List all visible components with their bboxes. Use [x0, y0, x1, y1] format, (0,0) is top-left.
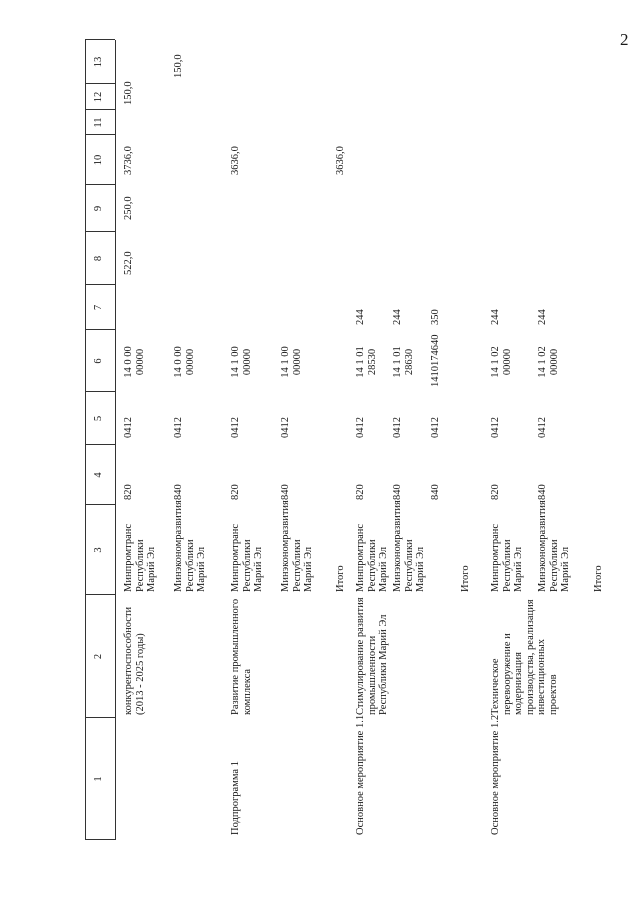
header-col-6: 6	[93, 358, 104, 364]
subprogram-name: Развитие промышленного комплекса	[230, 598, 253, 715]
measure-1-1-row-1-c5: 0412	[355, 417, 366, 438]
measure-1-1-itogo: Итого	[460, 565, 471, 592]
measure-1-1-row-2-c4: 840	[392, 484, 403, 500]
intro-row-1-c6: 14 0 00 00000	[123, 346, 146, 378]
subprogram-row-1-c10: 3636,0	[230, 146, 241, 175]
measure-1-1-row-3-c6: 1410174640	[430, 334, 441, 387]
header-col-4: 4	[93, 472, 104, 478]
intro-row-1-responsible: Минпромтранс Республики Марий Эл	[123, 523, 157, 592]
intro-row-1-c9: 250,0	[123, 196, 134, 220]
intro-row-2-c6: 14 0 00 00000	[173, 346, 196, 378]
table-top-border	[85, 40, 86, 840]
intro-row-1-c12: 150,0	[123, 81, 134, 105]
subprogram-row-1-c5: 0412	[230, 417, 241, 438]
measure-1-2-row-1-c5: 0412	[490, 417, 501, 438]
measure-1-1-name: Стимулирование развития промышленности Республики Марий Эл	[355, 597, 389, 715]
measure-1-1-row-2-c7: 244	[392, 309, 403, 325]
intro-row-2-responsible: Минэкономразвития Республики Марий Эл	[173, 500, 207, 592]
intro-row-1-c10: 3736,0	[123, 146, 134, 175]
measure-1-2-name: Техническое перевооружение и модернизация производства, реализация инвестиционных проектов	[490, 599, 559, 715]
header-col-1: 1	[93, 776, 104, 782]
measure-1-2-row-2-c6: 14 1 02 00000	[537, 346, 560, 378]
measure-1-2-row-1-c6: 14 1 02 00000	[490, 346, 513, 378]
measure-1-2-row-2-c4: 840	[537, 484, 548, 500]
header-bottom-border	[115, 40, 116, 840]
header-col-10: 10	[93, 154, 104, 166]
measure-1-1-row-2-c5: 0412	[392, 417, 403, 438]
measure-1-1-row-3-c7: 350	[430, 309, 441, 325]
subprogram-row-1-responsible: Минпромтранс Республики Марий Эл	[230, 523, 264, 592]
header-col-13: 13	[93, 56, 104, 68]
measure-1-1-row-2-responsible: Минэкономразвития Республики Марий Эл	[392, 500, 426, 592]
subprogram-row-2-c6: 14 1 00 00000	[280, 346, 303, 378]
measure-1-1-row-3-c4: 840	[430, 484, 441, 500]
measure-1-2-label: Основное мероприятие 1.2	[490, 714, 501, 835]
subprogram-row-1-c4: 820	[230, 484, 241, 500]
intro-row-2-c13: 150,0	[173, 54, 184, 78]
intro-row-1-c5: 0412	[123, 417, 134, 438]
page-number: 2	[620, 30, 629, 49]
measure-1-1-row-2-c6: 14 1 01 28630	[392, 346, 415, 378]
measure-1-1-row-1-c4: 820	[355, 484, 366, 500]
measure-1-2-row-2-c7: 244	[537, 309, 548, 325]
subprogram-row-2-c4: 840	[280, 484, 291, 500]
measure-1-2-row-1-c4: 820	[490, 484, 501, 500]
subprogram-itogo: Итого	[335, 565, 346, 592]
measure-1-2-row-2-responsible: Минэкономразвития Республики Марий Эл	[537, 500, 571, 592]
measure-1-1-row-1-responsible: Минпромтранс Республики Марий Эл	[355, 523, 389, 592]
subprogram-row-2-c5: 0412	[280, 417, 291, 438]
header-col-11: 11	[93, 117, 104, 128]
measure-1-1-row-1-c6: 14 1 01 28530	[355, 346, 378, 378]
intro-row-1-c4: 820	[123, 484, 134, 500]
header-col-5: 5	[93, 415, 104, 422]
header-col-12: 12	[93, 91, 104, 103]
measure-1-1-row-3-c5: 0412	[430, 417, 441, 438]
subprogram-label: Подпрограмма 1	[230, 761, 241, 835]
header-col-7: 7	[93, 304, 104, 311]
measure-1-2-row-1-responsible: Минпромтранс Республики Марий Эл	[490, 523, 524, 592]
subprogram-itogo-c10: 3636,0	[335, 146, 346, 175]
measure-1-1-label: Основное мероприятие 1.1	[355, 714, 366, 835]
header-col-9: 9	[93, 205, 104, 212]
subprogram-row-1-c6: 14 1 00 00000	[230, 346, 253, 378]
header-col-2: 2	[93, 653, 104, 660]
intro-row-2-c5: 0412	[173, 417, 184, 438]
measure-1-1-row-1-c7: 244	[355, 309, 366, 325]
measure-1-2-itogo: Итого	[593, 565, 604, 592]
header-col-8: 8	[93, 255, 104, 262]
intro-row-1-c8: 522,0	[123, 251, 134, 275]
measure-1-2-row-2-c5: 0412	[537, 417, 548, 438]
budget-table	[85, 40, 625, 840]
intro-row-2-c4: 840	[173, 484, 184, 500]
header-col-3: 3	[93, 547, 104, 553]
program-name: конкурентоспособности (2013 - 2025 годы)	[123, 606, 146, 715]
measure-1-2-row-1-c7: 244	[490, 309, 501, 325]
subprogram-row-2-responsible: Минэкономразвития Республики Марий Эл	[280, 500, 314, 592]
